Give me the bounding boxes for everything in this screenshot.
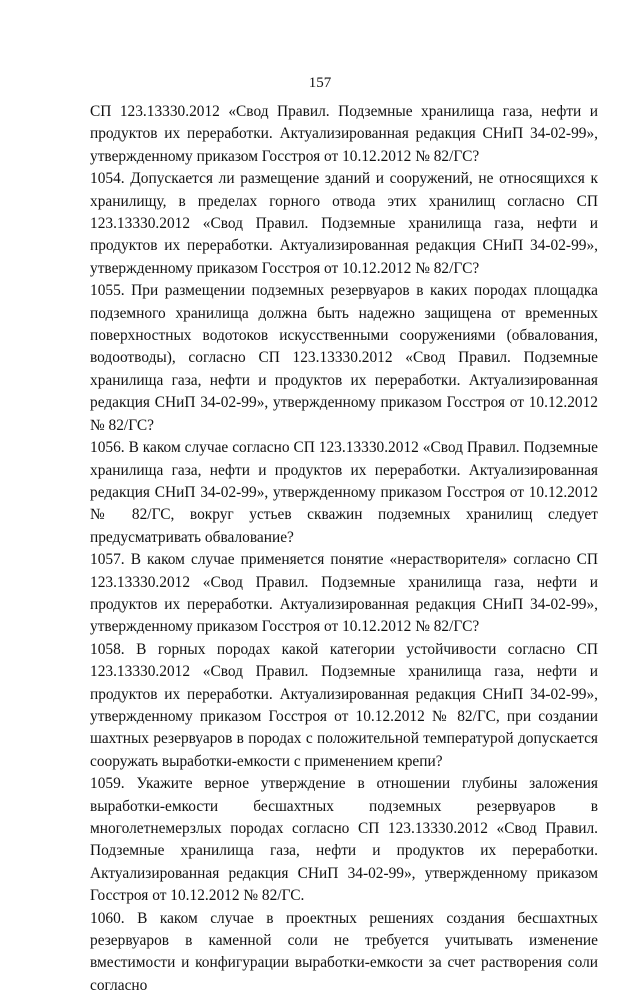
question-1059: 1059. Укажите верное утверждение в отношении глубины заложения выработки-емкости бесшахтных подземных резервуаров в многолетнемерзлых породах согласно СП 123.13330.2012 «Свод Правил. Подземные хранилища газа, нефти и продуктов их переработки. Актуализированная редакция СНиП 34-02-99», утвержденному приказом Госстроя от 10.12.2012 № 82/ГС. — [90, 775, 598, 905]
question-1060: 1060. В каком случае в проектных решениях создания бесшахтных резервуаров в каменной соли не требуется учитывать изменение вместимости и конфигурации выработки-емкости за счет растворения соли согласно — [90, 909, 598, 994]
question-1058: 1058. В горных породах какой категории устойчивости согласно СП 123.13330.2012 «Свод Правил. Подземные хранилища газа, нефти и продуктов их переработки. Актуализированная редакция СНиП 34-02-99», утвержденному приказом Госстроя от 10.12.2012 № 82/ГС, при создании шахтных резервуаров в породах с положительной температурой допускается сооружать выработки-емкости с применением крепи? — [90, 640, 598, 770]
question-1054: 1054. Допускается ли размещение зданий и сооружений, не относящихся к хранилищу, в пределах горного отвода этих хранилищ согласно СП 123.13330.2012 «Свод Правил. Подземные хранилища газа, нефти и продуктов их переработки. Актуализированная редакция СНиП 34-02-99», утвержденному приказом Госстроя от 10.12.2012 № 82/ГС? — [90, 170, 598, 277]
question-1055: 1055. При размещении подземных резервуаров в каких породах площадка подземного хранилища должна быть надежно защищена от временных поверхностных водотоков искусственными сооружениями (обвалования, водоотводы), согласно СП 123.13330.2012 «Свод Правил. Подземные хранилища газа, нефти и продуктов их переработки. Актуализированная редакция СНиП 34-02-99», утвержденному приказом Госстроя от 10.12.2012 № 82/ГС? — [90, 282, 598, 434]
paragraph-continuation: СП 123.13330.2012 «Свод Правил. Подземные хранилища газа, нефти и продуктов их переработки. Актуализированная редакция СНиП 34-02-99», утвержденному приказом Госстроя от 10.12.2012 № 82/ГС? — [90, 103, 598, 165]
question-1056: 1056. В каком случае согласно СП 123.13330.2012 «Свод Правил. Подземные хранилища газа, нефти и продуктов их переработки. Актуализированная редакция СНиП 34-02-99», утвержденному приказом Госстроя от 10.12.2012 № 82/ГС, вокруг устьев скважин подземных хранилищ следует предусматривать обвалование? — [90, 439, 598, 546]
question-1057: 1057. В каком случае применяется понятие «нерастворителя» согласно СП 123.13330.2012 «Свод Правил. Подземные хранилища газа, нефти и продуктов их переработки. Актуализированная редакция СНиП 34-02-99», утвержденному приказом Госстроя от 10.12.2012 № 82/ГС? — [90, 551, 598, 636]
page-number: 157 — [308, 75, 332, 91]
page-body — [90, 101, 598, 997]
